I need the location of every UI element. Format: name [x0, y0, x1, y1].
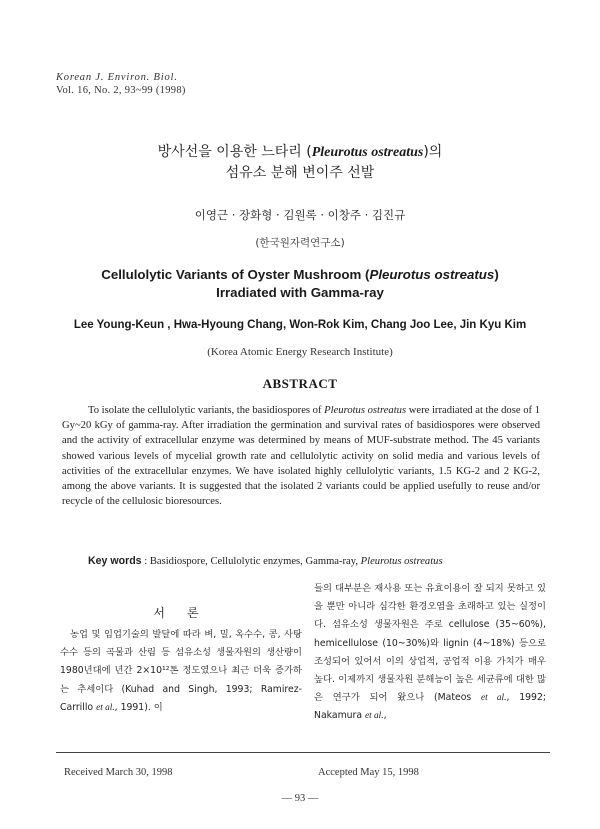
right-text-b: , 1992; Nakamura — [314, 692, 547, 722]
journal-name: Korean J. Environ. Biol. — [56, 72, 178, 83]
right-text-a: 들의 대부분은 재사용 또는 유효이용이 잘 되지 못하고 있을 뿐만 아니라 심각한 환경오염을 초래하고 있는 실정이다. 섬유소성 생물자원은 주로 cellulose (35~60%), hemicellulose (10~30%)와 lignin (4~18%) 등으로 조성되어 있어서 이의 상업적, 공업적 이용 가치가 매우 높다. 이제까지 생물자원 분해능이 높은 세균류에 대한 많은 연구가 되어 왔으나 (Mateos — [314, 583, 546, 704]
right-etal-2: et al. — [365, 711, 384, 722]
body-column-right — [314, 580, 546, 726]
english-title-species: Pleurotus ostreatus — [369, 267, 495, 282]
section-heading-introduction: 서론 — [153, 606, 221, 620]
keywords — [88, 555, 443, 567]
left-text-b: , 1991). 이 — [114, 701, 163, 713]
abstract-heading: ABSTRACT — [262, 376, 338, 391]
journal-citation — [56, 71, 186, 97]
korean-affiliation: (한국원자력연구소) — [255, 237, 345, 249]
keywords-species: Pleurotus ostreatus — [360, 556, 443, 567]
abstract-text-rest: were irradiated at the dose of 1 Gy~20 kGy of gamma-ray. After irradiation the germination and survival rates of basidiospores were observed and the activity of extracellular enzyme was determined by means of MUF-substrate method. The 45 variants showed various levels of mycelial growth rate and cellulolytic activity on solid media and various levels of activities of the extracellular enzymes. We have isolated highly cellulolytic variants, 1.5 KG-2 and 2 KG-2, among the above variants. It is suggested that the isolated 2 variants could be applied usefully to reuse and/or recycle of the cellulosic bioresources. — [62, 405, 540, 508]
abstract-species: Pleurotus ostreatus — [324, 405, 407, 416]
received-date: Received March 30, 1998 — [64, 767, 173, 778]
korean-title-line2: 섬유소 분해 변이주 선발 — [225, 165, 375, 181]
keywords-separator: : — [141, 556, 150, 567]
korean-title-species: Pleurotus ostreatus — [311, 145, 424, 160]
abstract-text-start: To isolate the cellulolytic variants, the basidiospores of — [88, 405, 325, 416]
page-number: — 93 — — [281, 793, 319, 804]
korean-title-line1 — [0, 142, 600, 163]
abstract-body — [62, 403, 540, 509]
keywords-text: Basidiospore, Cellulolytic enzymes, Gamma-ray, — [149, 556, 361, 567]
english-authors: Lee Young-Keun , Hwa-Hyoung Chang, Won-Rok Kim, Chang Joo Lee, Jin Kyu Kim — [73, 319, 527, 331]
left-text-a: 농업 및 임업기술의 발달에 따라 벼, 밀, 옥수수, 콩, 사탕수수 등의 곡물과 산림 등 섬유소성 생물자원의 생산량이 1980년대에 년간 2×10¹²톤 정도였으나 최근 더욱 증가하는 추세이다 (Kuhad and Singh, 1993; Ramirez-Carrillo — [60, 629, 302, 713]
right-text-c: , — [383, 710, 387, 722]
left-etal: et al. — [96, 702, 115, 713]
journal-volume: Vol. 16, No. 2, 93~99 (1998) — [56, 85, 186, 96]
english-title-suffix: ) — [494, 267, 499, 282]
right-etal-1: et al. — [481, 693, 507, 704]
english-title-line1 — [0, 266, 600, 284]
korean-authors: 이영근 · 장화형 · 김원록 · 이창주 · 김진규 — [194, 208, 406, 222]
accepted-date: Accepted May 15, 1998 — [318, 767, 419, 778]
english-title — [0, 266, 600, 302]
korean-title — [0, 142, 600, 183]
korean-title-suffix: )의 — [423, 144, 443, 160]
english-affiliation: (Korea Atomic Energy Research Institute) — [207, 346, 393, 358]
body-column-left — [60, 626, 302, 717]
korean-title-text: 방사선을 이용한 느타리 ( — [157, 144, 312, 160]
english-title-line2: Irradiated with Gamma-ray — [216, 285, 384, 300]
keywords-label: Key words — [88, 555, 142, 567]
footer-divider — [56, 752, 550, 753]
english-title-text: Cellulolytic Variants of Oyster Mushroom ( — [101, 267, 370, 282]
